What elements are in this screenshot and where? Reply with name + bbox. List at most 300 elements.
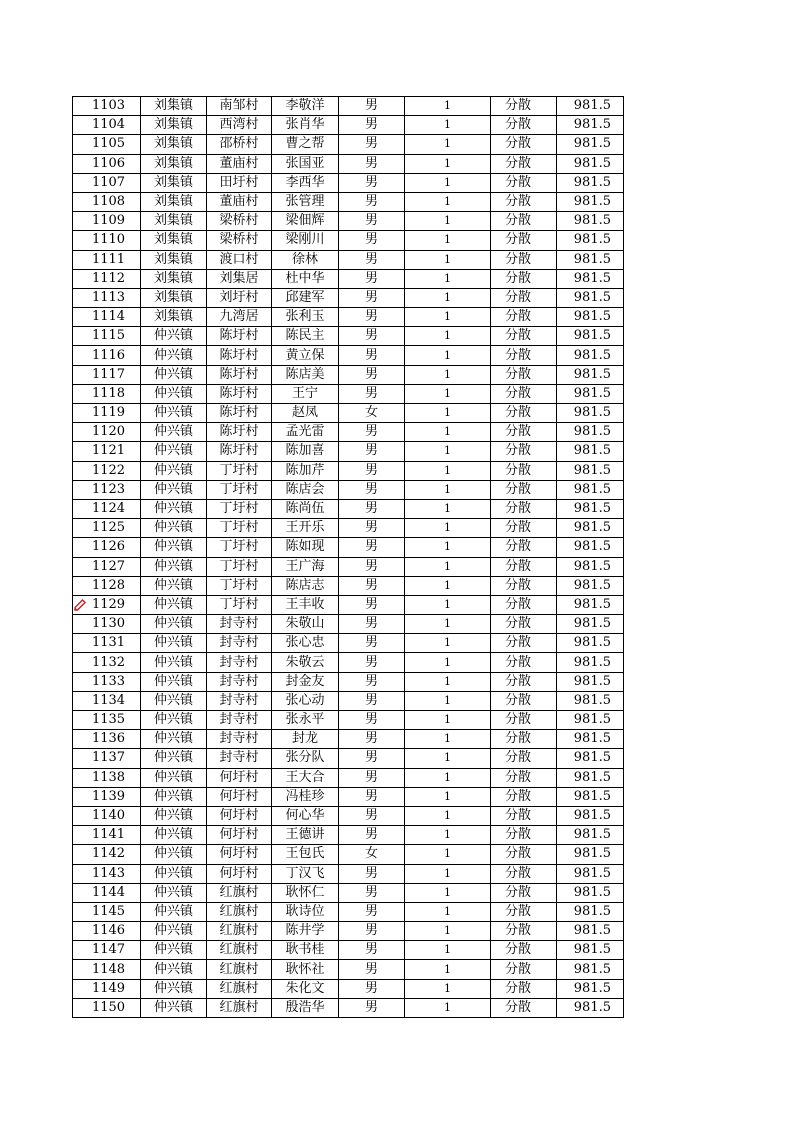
village-cell[interactable]: 田圩村 — [207, 173, 272, 192]
town-cell[interactable]: 刘集镇 — [141, 231, 207, 250]
town-cell[interactable]: 仲兴镇 — [141, 826, 207, 845]
amount-cell[interactable]: 981.5 — [557, 250, 624, 269]
village-cell[interactable]: 何圩村 — [207, 826, 272, 845]
person-name-cell[interactable]: 王开乐 — [272, 519, 339, 538]
village-cell[interactable]: 南邹村 — [207, 97, 272, 116]
village-cell[interactable]: 红旗村 — [207, 902, 272, 921]
amount-cell[interactable]: 981.5 — [557, 97, 624, 116]
amount-cell[interactable]: 981.5 — [557, 653, 624, 672]
person-name-cell[interactable]: 张永平 — [272, 711, 339, 730]
town-cell[interactable]: 仲兴镇 — [141, 883, 207, 902]
town-cell[interactable]: 仲兴镇 — [141, 423, 207, 442]
town-cell[interactable]: 仲兴镇 — [141, 691, 207, 710]
town-cell[interactable]: 刘集镇 — [141, 250, 207, 269]
amount-cell[interactable]: 981.5 — [557, 691, 624, 710]
village-cell[interactable]: 刘圩村 — [207, 288, 272, 307]
gender-cell[interactable]: 男 — [339, 653, 405, 672]
support-type-cell[interactable]: 分散 — [491, 250, 557, 269]
village-cell[interactable]: 丁圩村 — [207, 576, 272, 595]
village-cell[interactable]: 封寺村 — [207, 749, 272, 768]
town-cell[interactable]: 仲兴镇 — [141, 902, 207, 921]
amount-cell[interactable]: 981.5 — [557, 787, 624, 806]
village-cell[interactable]: 陈圩村 — [207, 384, 272, 403]
amount-cell[interactable]: 981.5 — [557, 941, 624, 960]
amount-cell[interactable]: 981.5 — [557, 979, 624, 998]
count-cell[interactable]: 1 — [405, 615, 491, 634]
gender-cell[interactable]: 男 — [339, 97, 405, 116]
gender-cell[interactable]: 男 — [339, 135, 405, 154]
amount-cell[interactable]: 981.5 — [557, 806, 624, 825]
amount-cell[interactable]: 981.5 — [557, 461, 624, 480]
person-name-cell[interactable]: 梁佃辉 — [272, 212, 339, 231]
gender-cell[interactable]: 男 — [339, 154, 405, 173]
count-cell[interactable]: 1 — [405, 691, 491, 710]
amount-cell[interactable]: 981.5 — [557, 960, 624, 979]
count-cell[interactable]: 1 — [405, 653, 491, 672]
village-cell[interactable]: 封寺村 — [207, 691, 272, 710]
gender-cell[interactable]: 男 — [339, 711, 405, 730]
support-type-cell[interactable]: 分散 — [491, 998, 557, 1017]
support-type-cell[interactable]: 分散 — [491, 557, 557, 576]
person-name-cell[interactable]: 李敬洋 — [272, 97, 339, 116]
person-name-cell[interactable]: 李西华 — [272, 173, 339, 192]
town-cell[interactable]: 仲兴镇 — [141, 730, 207, 749]
village-cell[interactable]: 陈圩村 — [207, 327, 272, 346]
village-cell[interactable]: 九湾居 — [207, 308, 272, 327]
amount-cell[interactable]: 981.5 — [557, 768, 624, 787]
person-name-cell[interactable]: 朱敬云 — [272, 653, 339, 672]
gender-cell[interactable]: 男 — [339, 308, 405, 327]
person-name-cell[interactable]: 张心忠 — [272, 634, 339, 653]
support-type-cell[interactable]: 分散 — [491, 173, 557, 192]
amount-cell[interactable]: 981.5 — [557, 864, 624, 883]
amount-cell[interactable]: 981.5 — [557, 922, 624, 941]
amount-cell[interactable]: 981.5 — [557, 308, 624, 327]
row-number-cell[interactable] — [73, 653, 141, 672]
person-name-cell[interactable]: 耿怀社 — [272, 960, 339, 979]
village-cell[interactable]: 红旗村 — [207, 883, 272, 902]
count-cell[interactable]: 1 — [405, 154, 491, 173]
village-cell[interactable]: 丁圩村 — [207, 595, 272, 614]
count-cell[interactable]: 1 — [405, 826, 491, 845]
person-name-cell[interactable]: 张肖华 — [272, 116, 339, 135]
amount-cell[interactable]: 981.5 — [557, 327, 624, 346]
gender-cell[interactable]: 男 — [339, 423, 405, 442]
village-cell[interactable]: 红旗村 — [207, 960, 272, 979]
gender-cell[interactable]: 男 — [339, 768, 405, 787]
village-cell[interactable]: 何圩村 — [207, 864, 272, 883]
count-cell[interactable]: 1 — [405, 864, 491, 883]
town-cell[interactable]: 仲兴镇 — [141, 442, 207, 461]
support-type-cell[interactable]: 分散 — [491, 538, 557, 557]
row-number-cell[interactable] — [73, 250, 141, 269]
village-cell[interactable]: 封寺村 — [207, 711, 272, 730]
village-cell[interactable]: 封寺村 — [207, 615, 272, 634]
gender-cell[interactable]: 男 — [339, 173, 405, 192]
amount-cell[interactable]: 981.5 — [557, 173, 624, 192]
town-cell[interactable]: 仲兴镇 — [141, 998, 207, 1017]
town-cell[interactable]: 刘集镇 — [141, 288, 207, 307]
count-cell[interactable]: 1 — [405, 768, 491, 787]
village-cell[interactable]: 董庙村 — [207, 192, 272, 211]
support-type-cell[interactable]: 分散 — [491, 979, 557, 998]
gender-cell[interactable]: 男 — [339, 730, 405, 749]
support-type-cell[interactable]: 分散 — [491, 826, 557, 845]
village-cell[interactable]: 丁圩村 — [207, 480, 272, 499]
village-cell[interactable]: 丁圩村 — [207, 538, 272, 557]
village-cell[interactable]: 西湾村 — [207, 116, 272, 135]
town-cell[interactable]: 仲兴镇 — [141, 960, 207, 979]
row-number-cell[interactable] — [73, 672, 141, 691]
count-cell[interactable]: 1 — [405, 173, 491, 192]
row-number-cell[interactable] — [73, 116, 141, 135]
support-type-cell[interactable]: 分散 — [491, 135, 557, 154]
support-type-cell[interactable]: 分散 — [491, 806, 557, 825]
count-cell[interactable]: 1 — [405, 480, 491, 499]
count-cell[interactable]: 1 — [405, 423, 491, 442]
count-cell[interactable]: 1 — [405, 538, 491, 557]
amount-cell[interactable]: 981.5 — [557, 269, 624, 288]
count-cell[interactable]: 1 — [405, 845, 491, 864]
amount-cell[interactable]: 981.5 — [557, 595, 624, 614]
count-cell[interactable]: 1 — [405, 250, 491, 269]
gender-cell[interactable]: 男 — [339, 576, 405, 595]
support-type-cell[interactable]: 分散 — [491, 212, 557, 231]
village-cell[interactable]: 邵桥村 — [207, 135, 272, 154]
amount-cell[interactable]: 981.5 — [557, 288, 624, 307]
village-cell[interactable]: 红旗村 — [207, 941, 272, 960]
support-type-cell[interactable]: 分散 — [491, 845, 557, 864]
count-cell[interactable]: 1 — [405, 442, 491, 461]
person-name-cell[interactable]: 邱建军 — [272, 288, 339, 307]
village-cell[interactable]: 丁圩村 — [207, 461, 272, 480]
support-type-cell[interactable]: 分散 — [491, 615, 557, 634]
amount-cell[interactable]: 981.5 — [557, 749, 624, 768]
row-number-cell[interactable] — [73, 538, 141, 557]
amount-cell[interactable]: 981.5 — [557, 519, 624, 538]
support-type-cell[interactable]: 分散 — [491, 231, 557, 250]
count-cell[interactable]: 1 — [405, 787, 491, 806]
gender-cell[interactable]: 男 — [339, 346, 405, 365]
gender-cell[interactable]: 男 — [339, 538, 405, 557]
row-number-cell[interactable] — [73, 404, 141, 423]
gender-cell[interactable]: 女 — [339, 845, 405, 864]
person-name-cell[interactable]: 张管理 — [272, 192, 339, 211]
row-number-cell[interactable] — [73, 308, 141, 327]
row-number-cell[interactable] — [73, 154, 141, 173]
gender-cell[interactable]: 男 — [339, 806, 405, 825]
town-cell[interactable]: 仲兴镇 — [141, 480, 207, 499]
support-type-cell[interactable]: 分散 — [491, 97, 557, 116]
amount-cell[interactable]: 981.5 — [557, 615, 624, 634]
village-cell[interactable]: 董庙村 — [207, 154, 272, 173]
count-cell[interactable]: 1 — [405, 346, 491, 365]
village-cell[interactable]: 陈圩村 — [207, 404, 272, 423]
row-number-cell[interactable] — [73, 730, 141, 749]
gender-cell[interactable]: 男 — [339, 365, 405, 384]
row-number-cell[interactable] — [73, 519, 141, 538]
amount-cell[interactable]: 981.5 — [557, 365, 624, 384]
row-number-cell[interactable] — [73, 826, 141, 845]
row-number-cell[interactable] — [73, 960, 141, 979]
amount-cell[interactable]: 981.5 — [557, 672, 624, 691]
row-number-cell[interactable] — [73, 615, 141, 634]
count-cell[interactable]: 1 — [405, 595, 491, 614]
village-cell[interactable]: 何圩村 — [207, 845, 272, 864]
count-cell[interactable]: 1 — [405, 97, 491, 116]
village-cell[interactable]: 红旗村 — [207, 998, 272, 1017]
amount-cell[interactable]: 981.5 — [557, 423, 624, 442]
town-cell[interactable]: 仲兴镇 — [141, 672, 207, 691]
gender-cell[interactable]: 男 — [339, 960, 405, 979]
row-number-cell[interactable] — [73, 346, 141, 365]
row-number-cell[interactable] — [73, 883, 141, 902]
town-cell[interactable]: 仲兴镇 — [141, 979, 207, 998]
count-cell[interactable]: 1 — [405, 499, 491, 518]
support-type-cell[interactable]: 分散 — [491, 941, 557, 960]
support-type-cell[interactable]: 分散 — [491, 653, 557, 672]
gender-cell[interactable]: 男 — [339, 749, 405, 768]
row-number-cell[interactable] — [73, 806, 141, 825]
person-name-cell[interactable]: 王丰收 — [272, 595, 339, 614]
support-type-cell[interactable]: 分散 — [491, 499, 557, 518]
pencil-icon[interactable] — [74, 599, 86, 611]
gender-cell[interactable]: 男 — [339, 557, 405, 576]
row-number-cell[interactable] — [73, 269, 141, 288]
row-number-cell[interactable] — [73, 135, 141, 154]
support-type-cell[interactable]: 分散 — [491, 384, 557, 403]
row-number-cell[interactable] — [73, 979, 141, 998]
row-number-cell[interactable] — [73, 384, 141, 403]
person-name-cell[interactable]: 徐林 — [272, 250, 339, 269]
amount-cell[interactable]: 981.5 — [557, 826, 624, 845]
gender-cell[interactable]: 男 — [339, 672, 405, 691]
town-cell[interactable]: 仲兴镇 — [141, 461, 207, 480]
row-number-cell[interactable] — [73, 173, 141, 192]
gender-cell[interactable]: 男 — [339, 519, 405, 538]
count-cell[interactable]: 1 — [405, 672, 491, 691]
town-cell[interactable]: 仲兴镇 — [141, 806, 207, 825]
count-cell[interactable]: 1 — [405, 711, 491, 730]
count-cell[interactable]: 1 — [405, 922, 491, 941]
town-cell[interactable]: 仲兴镇 — [141, 384, 207, 403]
town-cell[interactable]: 仲兴镇 — [141, 749, 207, 768]
amount-cell[interactable]: 981.5 — [557, 212, 624, 231]
support-type-cell[interactable]: 分散 — [491, 423, 557, 442]
support-type-cell[interactable]: 分散 — [491, 442, 557, 461]
town-cell[interactable]: 刘集镇 — [141, 154, 207, 173]
count-cell[interactable]: 1 — [405, 960, 491, 979]
row-number-cell[interactable] — [73, 97, 141, 116]
town-cell[interactable]: 仲兴镇 — [141, 845, 207, 864]
support-type-cell[interactable]: 分散 — [491, 461, 557, 480]
support-type-cell[interactable]: 分散 — [491, 480, 557, 499]
count-cell[interactable]: 1 — [405, 806, 491, 825]
support-type-cell[interactable]: 分散 — [491, 787, 557, 806]
count-cell[interactable]: 1 — [405, 979, 491, 998]
town-cell[interactable]: 仲兴镇 — [141, 538, 207, 557]
amount-cell[interactable]: 981.5 — [557, 883, 624, 902]
count-cell[interactable]: 1 — [405, 192, 491, 211]
town-cell[interactable]: 仲兴镇 — [141, 365, 207, 384]
support-type-cell[interactable]: 分散 — [491, 519, 557, 538]
count-cell[interactable]: 1 — [405, 327, 491, 346]
person-name-cell[interactable]: 耿诗位 — [272, 902, 339, 921]
village-cell[interactable]: 刘集居 — [207, 269, 272, 288]
person-name-cell[interactable]: 封金友 — [272, 672, 339, 691]
amount-cell[interactable]: 981.5 — [557, 538, 624, 557]
count-cell[interactable]: 1 — [405, 519, 491, 538]
count-cell[interactable]: 1 — [405, 404, 491, 423]
town-cell[interactable]: 仲兴镇 — [141, 404, 207, 423]
town-cell[interactable]: 仲兴镇 — [141, 519, 207, 538]
person-name-cell[interactable]: 杜中华 — [272, 269, 339, 288]
support-type-cell[interactable]: 分散 — [491, 922, 557, 941]
amount-cell[interactable]: 981.5 — [557, 711, 624, 730]
row-number-cell[interactable] — [73, 711, 141, 730]
gender-cell[interactable]: 男 — [339, 979, 405, 998]
row-number-cell[interactable] — [73, 787, 141, 806]
count-cell[interactable]: 1 — [405, 365, 491, 384]
count-cell[interactable]: 1 — [405, 308, 491, 327]
town-cell[interactable]: 仲兴镇 — [141, 768, 207, 787]
person-name-cell[interactable]: 孟光雷 — [272, 423, 339, 442]
amount-cell[interactable]: 981.5 — [557, 116, 624, 135]
row-number-cell[interactable] — [73, 634, 141, 653]
support-type-cell[interactable]: 分散 — [491, 883, 557, 902]
gender-cell[interactable]: 男 — [339, 941, 405, 960]
village-cell[interactable]: 封寺村 — [207, 672, 272, 691]
row-number-cell[interactable] — [73, 423, 141, 442]
village-cell[interactable]: 陈圩村 — [207, 442, 272, 461]
person-name-cell[interactable]: 耿书桂 — [272, 941, 339, 960]
support-type-cell[interactable]: 分散 — [491, 154, 557, 173]
village-cell[interactable]: 梁桥村 — [207, 212, 272, 231]
gender-cell[interactable]: 男 — [339, 883, 405, 902]
town-cell[interactable]: 仲兴镇 — [141, 499, 207, 518]
count-cell[interactable]: 1 — [405, 212, 491, 231]
village-cell[interactable]: 红旗村 — [207, 979, 272, 998]
support-type-cell[interactable]: 分散 — [491, 672, 557, 691]
count-cell[interactable]: 1 — [405, 998, 491, 1017]
person-name-cell[interactable]: 张利玉 — [272, 308, 339, 327]
person-name-cell[interactable]: 王大合 — [272, 768, 339, 787]
count-cell[interactable]: 1 — [405, 461, 491, 480]
count-cell[interactable]: 1 — [405, 902, 491, 921]
support-type-cell[interactable]: 分散 — [491, 730, 557, 749]
amount-cell[interactable]: 981.5 — [557, 557, 624, 576]
person-name-cell[interactable]: 陈店会 — [272, 480, 339, 499]
person-name-cell[interactable]: 陈店美 — [272, 365, 339, 384]
person-name-cell[interactable]: 王宁 — [272, 384, 339, 403]
count-cell[interactable]: 1 — [405, 116, 491, 135]
gender-cell[interactable]: 男 — [339, 250, 405, 269]
support-type-cell[interactable]: 分散 — [491, 749, 557, 768]
village-cell[interactable]: 丁圩村 — [207, 557, 272, 576]
row-number-cell[interactable] — [73, 691, 141, 710]
support-type-cell[interactable]: 分散 — [491, 595, 557, 614]
amount-cell[interactable]: 981.5 — [557, 346, 624, 365]
gender-cell[interactable]: 男 — [339, 922, 405, 941]
person-name-cell[interactable]: 陈井学 — [272, 922, 339, 941]
person-name-cell[interactable]: 何心华 — [272, 806, 339, 825]
town-cell[interactable]: 刘集镇 — [141, 212, 207, 231]
person-name-cell[interactable]: 张心动 — [272, 691, 339, 710]
person-name-cell[interactable]: 陈尚伍 — [272, 499, 339, 518]
town-cell[interactable]: 仲兴镇 — [141, 346, 207, 365]
gender-cell[interactable]: 男 — [339, 499, 405, 518]
village-cell[interactable]: 渡口村 — [207, 250, 272, 269]
town-cell[interactable]: 仲兴镇 — [141, 576, 207, 595]
town-cell[interactable]: 仲兴镇 — [141, 787, 207, 806]
person-name-cell[interactable]: 陈加喜 — [272, 442, 339, 461]
support-type-cell[interactable]: 分散 — [491, 288, 557, 307]
town-cell[interactable]: 仲兴镇 — [141, 922, 207, 941]
support-type-cell[interactable]: 分散 — [491, 192, 557, 211]
town-cell[interactable]: 刘集镇 — [141, 173, 207, 192]
village-cell[interactable]: 何圩村 — [207, 806, 272, 825]
town-cell[interactable]: 仲兴镇 — [141, 864, 207, 883]
row-number-cell[interactable] — [73, 231, 141, 250]
row-number-cell[interactable] — [73, 212, 141, 231]
village-cell[interactable]: 封寺村 — [207, 653, 272, 672]
support-type-cell[interactable]: 分散 — [491, 576, 557, 595]
village-cell[interactable]: 陈圩村 — [207, 365, 272, 384]
village-cell[interactable]: 丁圩村 — [207, 499, 272, 518]
gender-cell[interactable]: 男 — [339, 288, 405, 307]
person-name-cell[interactable]: 殷浩华 — [272, 998, 339, 1017]
support-type-cell[interactable]: 分散 — [491, 116, 557, 135]
count-cell[interactable]: 1 — [405, 269, 491, 288]
gender-cell[interactable]: 男 — [339, 480, 405, 499]
count-cell[interactable]: 1 — [405, 384, 491, 403]
town-cell[interactable]: 仲兴镇 — [141, 327, 207, 346]
gender-cell[interactable]: 男 — [339, 461, 405, 480]
town-cell[interactable]: 刘集镇 — [141, 192, 207, 211]
count-cell[interactable]: 1 — [405, 288, 491, 307]
gender-cell[interactable]: 男 — [339, 902, 405, 921]
support-type-cell[interactable]: 分散 — [491, 404, 557, 423]
person-name-cell[interactable]: 冯桂珍 — [272, 787, 339, 806]
row-number-cell[interactable] — [73, 845, 141, 864]
gender-cell[interactable]: 男 — [339, 634, 405, 653]
support-type-cell[interactable]: 分散 — [491, 365, 557, 384]
amount-cell[interactable]: 981.5 — [557, 576, 624, 595]
person-name-cell[interactable]: 陈加芹 — [272, 461, 339, 480]
person-name-cell[interactable]: 张国亚 — [272, 154, 339, 173]
gender-cell[interactable]: 男 — [339, 384, 405, 403]
support-type-cell[interactable]: 分散 — [491, 768, 557, 787]
person-name-cell[interactable]: 王包氏 — [272, 845, 339, 864]
amount-cell[interactable]: 981.5 — [557, 730, 624, 749]
count-cell[interactable]: 1 — [405, 749, 491, 768]
support-type-cell[interactable]: 分散 — [491, 346, 557, 365]
town-cell[interactable]: 刘集镇 — [141, 97, 207, 116]
person-name-cell[interactable]: 梁刚川 — [272, 231, 339, 250]
gender-cell[interactable]: 男 — [339, 231, 405, 250]
row-number-cell[interactable] — [73, 442, 141, 461]
village-cell[interactable]: 封寺村 — [207, 634, 272, 653]
person-name-cell[interactable]: 张分队 — [272, 749, 339, 768]
gender-cell[interactable]: 男 — [339, 327, 405, 346]
row-number-cell[interactable] — [73, 557, 141, 576]
town-cell[interactable]: 仲兴镇 — [141, 595, 207, 614]
row-number-cell[interactable] — [73, 499, 141, 518]
row-number-cell[interactable] — [73, 365, 141, 384]
gender-cell[interactable]: 女 — [339, 404, 405, 423]
row-number-cell[interactable] — [73, 941, 141, 960]
gender-cell[interactable]: 男 — [339, 864, 405, 883]
